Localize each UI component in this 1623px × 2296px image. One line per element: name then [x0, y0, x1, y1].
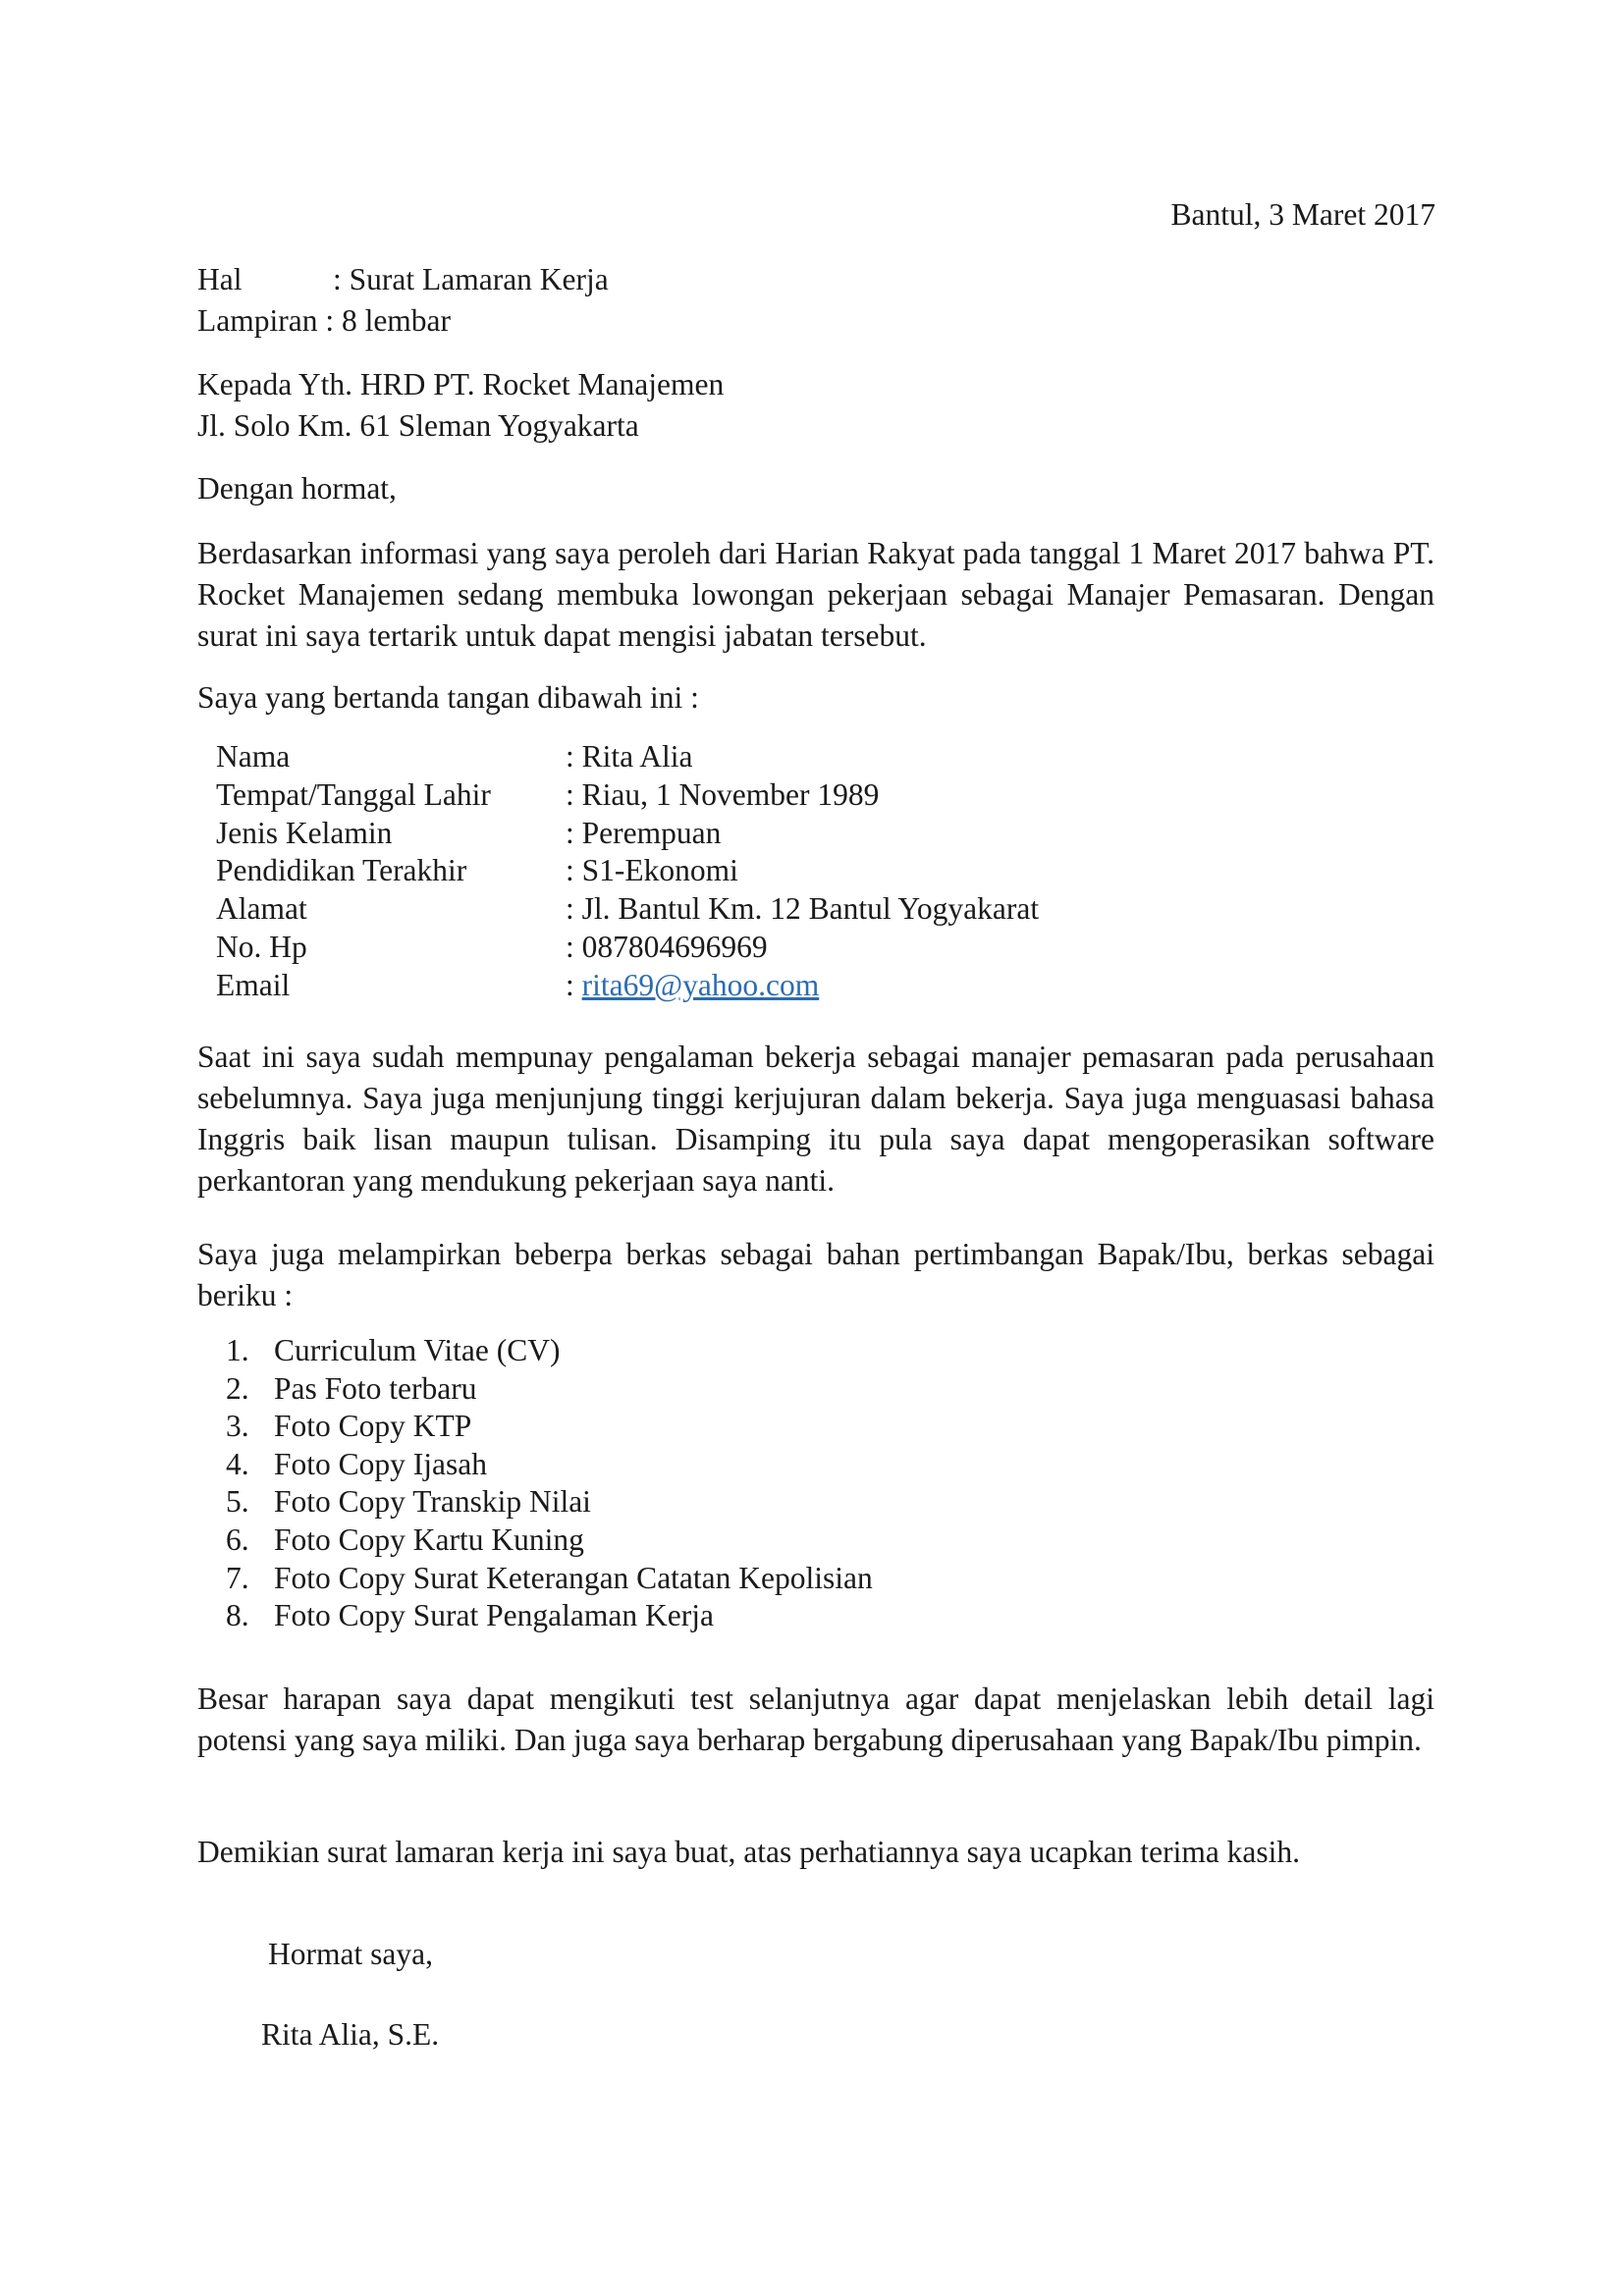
- personal-data-row-email: [216, 967, 1039, 1005]
- list-item: [226, 1597, 873, 1635]
- list-item: [226, 1332, 873, 1370]
- personal-data-label: Tempat/Tanggal Lahir: [216, 776, 491, 812]
- list-item-number: 4.: [226, 1446, 249, 1481]
- personal-data-value: : 087804696969: [566, 929, 768, 964]
- list-item-text: Pas Foto terbaru: [274, 1370, 477, 1406]
- personal-data-table: [216, 738, 1039, 1005]
- personal-data-row: [216, 890, 1039, 929]
- personal-data-label: No. Hp: [216, 929, 307, 964]
- personal-data-row: [216, 776, 1039, 815]
- personal-data-row: [216, 738, 1039, 776]
- list-item-text: Foto Copy Surat Pengalaman Kerja: [274, 1598, 714, 1633]
- personal-data-label: Pendidikan Terakhir: [216, 853, 467, 888]
- list-item-text: Foto Copy Kartu Kuning: [274, 1522, 584, 1557]
- personal-data-label: Nama: [216, 739, 291, 774]
- paragraph-attachments-intro: Saya juga melampirkan beberpa berkas sebagai bahan pertimbangan Bapak/Ibu, berkas sebagai beriku :: [197, 1237, 1434, 1312]
- meta-hal-row: [197, 259, 1434, 300]
- list-item-number: 8.: [226, 1598, 249, 1633]
- list-item-number: 3.: [226, 1409, 249, 1444]
- list-item-text: Foto Copy Ijasah: [274, 1446, 487, 1481]
- list-item-text: Foto Copy KTP: [274, 1409, 472, 1444]
- personal-data-value: : Perempuan: [566, 815, 722, 850]
- letter-date: Bantul, 3 Maret 2017: [1170, 197, 1435, 232]
- list-item: [226, 1370, 873, 1409]
- paragraph-hope: Besar harapan saya dapat mengikuti test selanjutnya agar dapat menjelaskan lebih detail lagi potensi yang saya miliki. Dan juga saya berharap bergabung diperusahaan yang Bapak/Ibu pimpin.: [197, 1682, 1434, 1757]
- list-item-text: Curriculum Vitae (CV): [274, 1333, 561, 1367]
- personal-data-value: : Jl. Bantul Km. 12 Bantul Yogyakarat: [566, 891, 1040, 927]
- list-item-text: Foto Copy Transkip Nilai: [274, 1484, 591, 1520]
- list-item-number: 7.: [226, 1560, 249, 1595]
- letter-meta: [197, 259, 1434, 342]
- list-item: [226, 1446, 873, 1484]
- list-item: [226, 1408, 873, 1446]
- signature-name: Rita Alia, S.E.: [261, 2017, 440, 2052]
- meta-hal-label: Hal: [197, 262, 243, 296]
- list-item-number: 2.: [226, 1370, 249, 1406]
- personal-data-value: : Rita Alia: [566, 739, 693, 774]
- paragraph-closing: Demikian surat lamaran kerja ini saya buat, atas perhatiannya saya ucapkan terima kasih.: [197, 1835, 1301, 1869]
- list-item-number: 6.: [226, 1522, 249, 1557]
- recipient-line: Kepada Yth. HRD PT. Rocket Manajemen: [197, 367, 725, 401]
- list-item-number: 1.: [226, 1333, 249, 1367]
- meta-hal-value: : Surat Lamaran Kerja: [333, 262, 609, 296]
- personal-data-value: : S1-Ekonomi: [566, 853, 738, 888]
- list-item-text: Foto Copy Surat Keterangan Catatan Kepolisian: [274, 1560, 873, 1595]
- meta-lampiran-row: Lampiran : 8 lembar: [197, 303, 452, 338]
- personal-data-row: [216, 815, 1039, 853]
- recipient-address: [197, 364, 1434, 447]
- list-item: [226, 1483, 873, 1522]
- email-colon: :: [566, 967, 582, 1002]
- list-item-number: 5.: [226, 1484, 249, 1520]
- personal-data-label: Email: [216, 967, 291, 1002]
- paragraph-experience: Saat ini saya sudah mempunay pengalaman bekerja sebagai manajer pemasaran pada perusahaan sebelumnya. Saya juga menjunjung tinggi kerjujuran dalam bekerja. Saya juga menguasasi bahasa Inggris baik lisan maupun tulisan. Disamping itu pula saya dapat mengoperasikan software perkantoran yang mendukung pekerjaan saya nanti.: [197, 1040, 1434, 1198]
- paragraph-data-intro: Saya yang bertanda tangan dibawah ini :: [197, 680, 699, 715]
- email-link[interactable]: rita69@yahoo.com: [581, 967, 820, 1002]
- personal-data-label: Alamat: [216, 891, 307, 927]
- list-item: [226, 1522, 873, 1560]
- personal-data-value: : Riau, 1 November 1989: [566, 776, 880, 812]
- list-item: [226, 1560, 873, 1598]
- personal-data-row: [216, 929, 1039, 967]
- paragraph-opening: Berdasarkan informasi yang saya peroleh dari Harian Rakyat pada tanggal 1 Maret 2017 bahwa PT. Rocket Manajemen sedang membuka lowongan pekerjaan sebagai Manajer Pemasaran. Dengan surat ini saya tertarik untuk dapat mengisi jabatan tersebut.: [197, 536, 1434, 653]
- regards: Hormat saya,: [268, 1937, 433, 1971]
- attachment-list: [226, 1332, 873, 1635]
- recipient-line: Jl. Solo Km. 61 Sleman Yogyakarta: [197, 408, 639, 443]
- personal-data-row: [216, 852, 1039, 890]
- salutation: Dengan hormat,: [197, 471, 397, 506]
- personal-data-label: Jenis Kelamin: [216, 815, 393, 850]
- personal-data-value: [566, 967, 819, 1005]
